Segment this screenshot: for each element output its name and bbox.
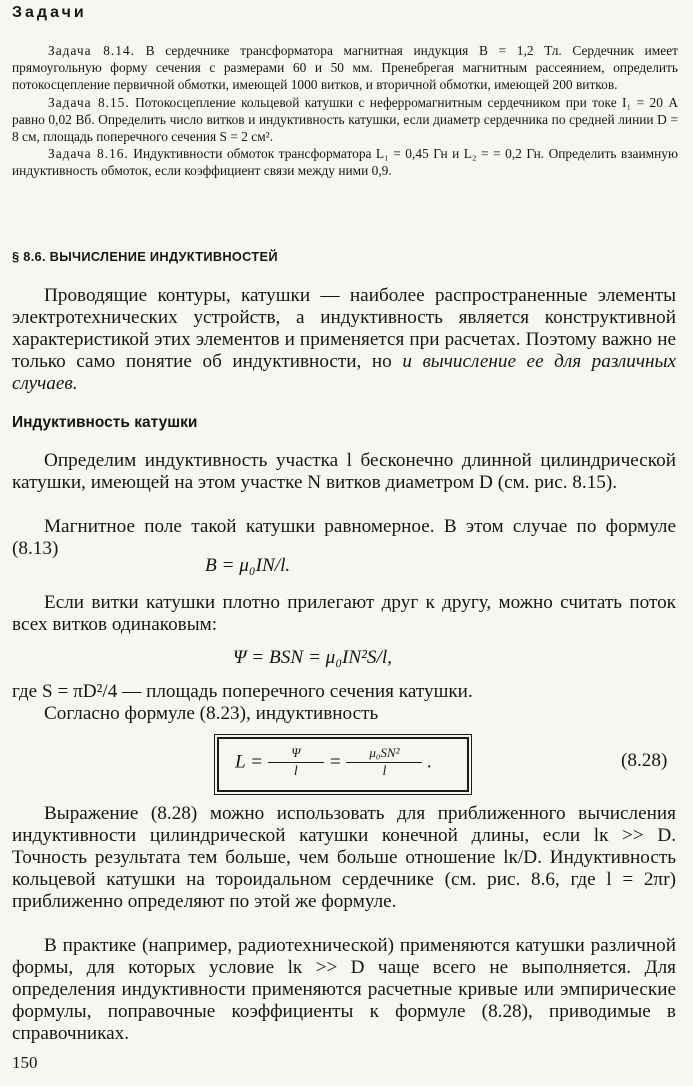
formula-b: B = μ₀IN/l. [205, 555, 291, 576]
paragraph-5: Согласно формуле (8.23), индуктивность [44, 703, 379, 724]
task-8-16 [12, 145, 678, 179]
task-label: Задача 8.15. [48, 94, 130, 110]
paragraph-7: В практике (например, радиотехнической) применяются катушки различной формы, для которых условие lк >> D чаще всего не выполняется. Для определения индуктивности применяются расчетные кривые или эмпирические формулы, поправочные коэффициенты к формуле (8.28), приводимые в справочниках. [12, 935, 676, 1044]
section-title: § 8.6. ВЫЧИСЛЕНИЕ ИНДУКТИВНОСТЕЙ [12, 249, 278, 264]
task-block [12, 42, 678, 180]
intro-text: Проводящие контуры, катушки — наиболее распространенные элементы электротехнических устройств, а индуктивность является конструктивной характеристикой этих элементов и применяется при расчетах. Поэтому важно не только само понятие об индуктивности, но [12, 285, 676, 372]
paragraph-1: Определим индуктивность участка l бесконечно длинной цилиндрической катушки, имеющей на этом участке N витков диаметром D (см. рис. 8.15). [12, 450, 676, 493]
task-text: Потокосцепление кольцевой катушки с неферромагнитным сердечником при токе I₁ = 20 А равно 0,02 Вб. Определить число витков и индуктивность катушки, если диаметр сердечника по средней линии D = 8 см, площадь поперечного сечения S = 2 см². [12, 94, 678, 145]
formula-lhs: L = [235, 751, 264, 773]
task-label: Задача 8.14. [48, 43, 135, 58]
fraction-psi-l: $\frac{\Psi}{l}$ [268, 745, 324, 781]
equation-number: (8.28) [621, 750, 668, 771]
paragraph-3: Если витки катушки плотно прилегают друг к другу, можно считать поток всех витков одинаковым: [12, 592, 676, 635]
task-text: Индуктивности обмоток трансформатора L₁ = 0,45 Гн и L₂ = = 0,2 Гн. Определить взаимную индуктивность обмоток, если коэффициент связи между ними 0,9. [12, 146, 678, 179]
fraction-mu-l: $\frac{\text{μ₀SN²}}{l}$ [346, 745, 422, 781]
paragraph-2: Магнитное поле такой катушки равномерное. В этом случае по формуле (8.13) [12, 516, 676, 559]
paragraph-6: Выражение (8.28) можно использовать для приближенного вычисления индуктивности цилиндрической катушки конечной длины, если lк >> D. Точность результата тем больше, чем больше отношение lк/D. Индуктивность кольцевой катушки на тороидальном сердечнике (см. рис. 8.6, где l = 2πr) приближенно определяют по этой же формуле. [12, 803, 676, 912]
page-number: 150 [12, 1053, 38, 1072]
formula-psi: Ψ = BSN = μ₀IN²S/l, [233, 647, 392, 668]
formula-eq: = [328, 751, 342, 773]
subsection-title: Индуктивность катушки [12, 414, 198, 431]
intro-paragraph [12, 285, 676, 395]
formula-end: . [427, 751, 433, 773]
task-8-15 [12, 94, 678, 146]
paragraph-4: где S = πD²/4 — площадь поперечного сечения катушки. [12, 681, 473, 702]
task-label: Задача 8.16. [48, 146, 129, 162]
task-8-14 [12, 42, 678, 94]
task-text: В сердечнике трансформатора магнитная индукция B = 1,2 Тл. Сердечник имеет прямоугольную форму сечения с размерами 60 и 50 мм. Пренебрегая магнитным рассеянием, определить потокосцепление первичной обмотки, имеющей 1000 витков, и вторичной обмотки, имеющей 200 витков. [12, 43, 678, 93]
intro-emphasis: и вычисление ее для различных случаев. [12, 351, 676, 394]
formula-box [217, 737, 469, 792]
header-title: Задачи [12, 4, 87, 21]
